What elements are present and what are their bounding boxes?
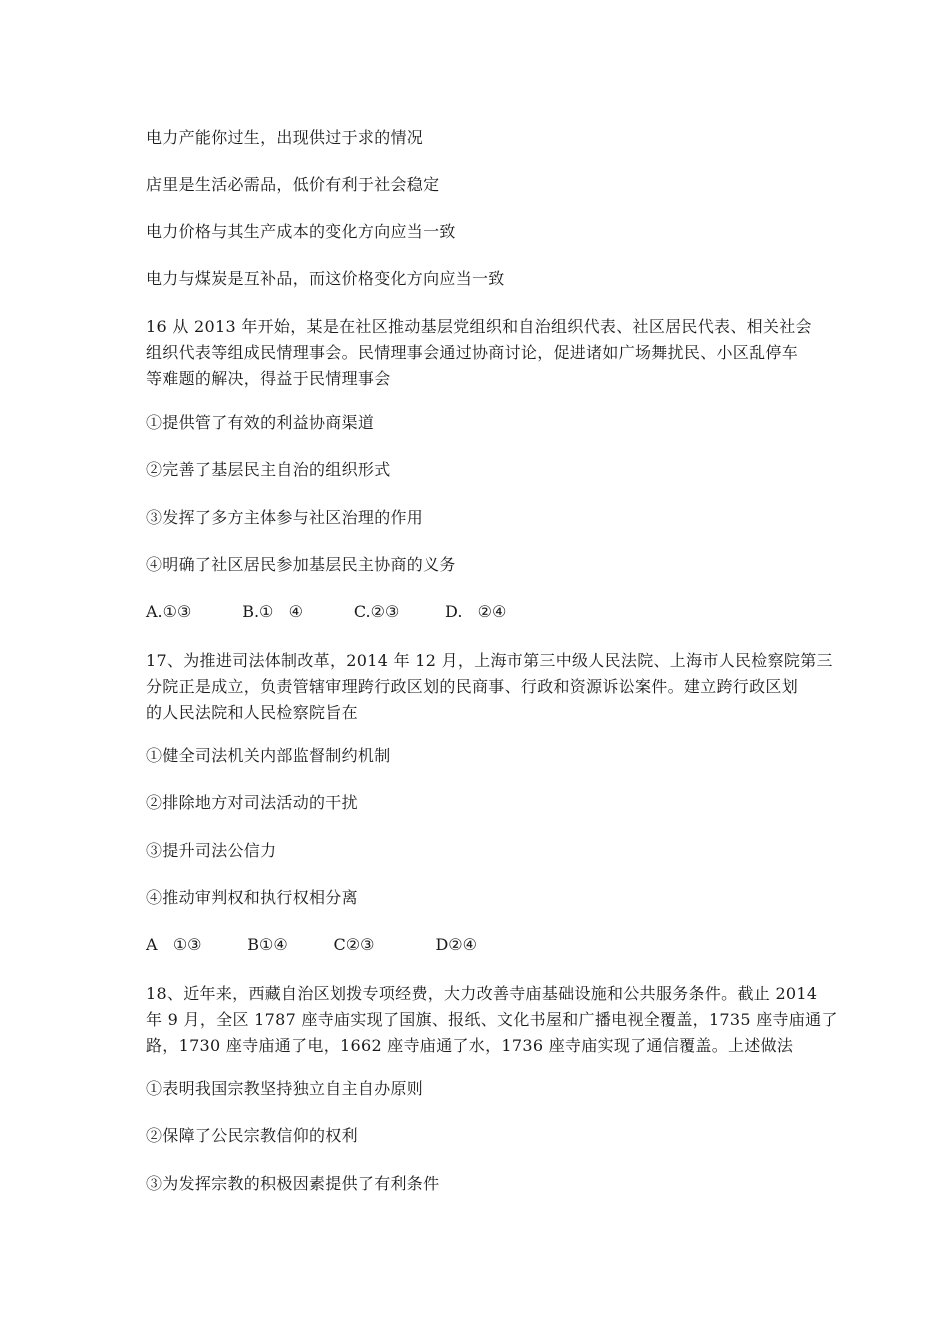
question-16-item-2: ②完善了基层民主自治的组织形式	[146, 460, 391, 479]
option-line-d: 电力与煤炭是互补品，而这价格变化方向应当一致	[146, 269, 505, 288]
question-17-stem-row: 17、为推进司法体制改革，2014 年 12 月，上海市第三中级人民法院、上海市人民检察院第三	[146, 651, 833, 670]
option-line-b: 店里是生活必需品，低价有利于社会稳定	[146, 175, 440, 194]
option-line-a: 电力产能你过生，出现供过于求的情况	[146, 128, 424, 147]
question-17-stem-row: 分院正是成立，负责管辖审理跨行政区划的民商事、行政和资源诉讼案件。建立跨行政区划	[146, 677, 799, 696]
option-line-c: 电力价格与其生产成本的变化方向应当一致	[146, 222, 456, 241]
question-17-item-2: ②排除地方对司法活动的干扰	[146, 793, 358, 812]
question-18-stem-row: 18、近年来，西藏自治区划拨专项经费，大力改善寺庙基础设施和公共服务条件。截止 2014	[146, 984, 818, 1003]
question-17-item-4: ④推动审判权和执行权相分离	[146, 888, 358, 907]
question-16-item-4: ④明确了社区居民参加基层民主协商的义务	[146, 555, 456, 574]
question-16-item-3: ③发挥了多方主体参与社区治理的作用	[146, 508, 424, 527]
question-17-stem	[146, 648, 833, 726]
question-16-stem	[146, 314, 812, 392]
question-18-item-3: ③为发挥宗教的积极因素提供了有利条件	[146, 1174, 440, 1193]
question-18-item-1: ①表明我国宗教坚持独立自主自办原则	[146, 1079, 424, 1098]
question-16-options: A.①③ B.① ④ C.②③ D. ②④	[146, 602, 507, 621]
question-17-item-1: ①健全司法机关内部监督制约机制	[146, 746, 391, 765]
question-16-stem-row: 等难题的解决，得益于民情理事会	[146, 369, 391, 388]
question-17-stem-row: 的人民法院和人民检察院旨在	[146, 703, 358, 722]
question-17-options: A ①③ B①④ C②③ D②④	[146, 935, 477, 954]
question-18-stem-row: 路，1730 座寺庙通了电，1662 座寺庙通了水，1736 座寺庙实现了通信覆盖。上述做法	[146, 1036, 794, 1055]
question-16-stem-row: 组织代表等组成民情理事会。民情理事会通过协商讨论，促进诸如广场舞扰民、小区乱停车	[146, 343, 799, 362]
question-18-stem-row: 年 9 月，全区 1787 座寺庙实现了国旗、报纸、文化书屋和广播电视全覆盖，1735 座寺庙通了	[146, 1010, 838, 1029]
question-16-stem-row: 16 从 2013 年开始，某是在社区推动基层党组织和自治组织代表、社区居民代表、相关社会	[146, 317, 812, 336]
question-16-item-1: ①提供管了有效的利益协商渠道	[146, 413, 375, 432]
question-18-stem	[146, 981, 838, 1059]
question-17-item-3: ③提升司法公信力	[146, 841, 277, 860]
question-18-item-2: ②保障了公民宗教信仰的权利	[146, 1126, 358, 1145]
